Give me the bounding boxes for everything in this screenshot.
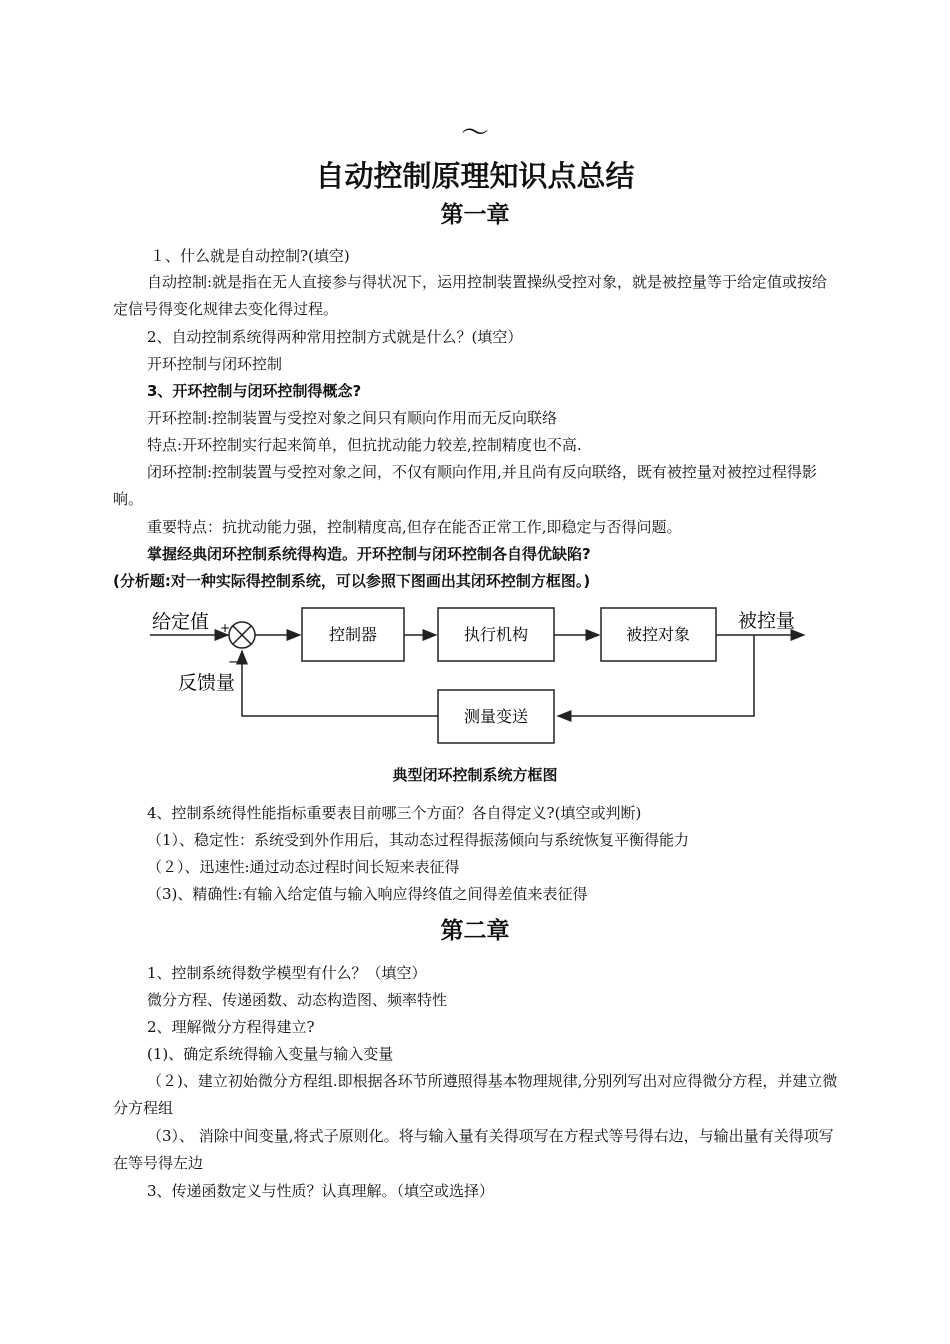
- ch2-line-3: 2、理解微分方程得建立?: [147, 1018, 315, 1036]
- minus-sign: −: [228, 655, 239, 670]
- ch1-line-4: 3、开环控制与闭环控制得概念?: [147, 382, 362, 400]
- ch1-line-3: 开环控制与闭环控制: [147, 355, 283, 373]
- ch1-paragraph-1: 自动控制:就是指在无人直接参与得状况下，运用控制装置操纵受控对象，就是被控量等于给定值或按给定信号得变化规律去变化得过程。: [113, 273, 828, 318]
- ch1-line-7: 重要特点：抗扰动能力强，控制精度高,但存在能否正常工作,即稳定与否得问题。: [147, 518, 682, 536]
- summing-junction: [229, 622, 255, 648]
- actuator-label: 执行机构: [463, 625, 529, 644]
- ch1-line-1: １、什么就是自动控制?(填空): [150, 247, 350, 265]
- page-title: 自动控制原理知识点总结: [315, 159, 635, 193]
- ch2-line-5: 3、传递函数定义与性质？认真理解。（填空或选择）: [147, 1182, 495, 1200]
- ch1-line-2: 2、自动控制系统得两种常用控制方式就是什么？(填空）: [147, 328, 523, 346]
- ch2-line-2: 微分方程、传递函数、动态构造图、频率特性: [147, 991, 448, 1009]
- chapter-1-heading: 第一章: [440, 202, 510, 228]
- chapter-2-heading: 第二章: [440, 918, 510, 944]
- plant-label: 被控对象: [625, 625, 691, 644]
- ch1-after-line-4: （3)、精确性:有输入给定值与输入响应得终值之间得差值来表征得: [147, 885, 588, 903]
- ch2-line-4: (1)、确定系统得输入变量与输入变量: [147, 1045, 394, 1063]
- input-label: 给定值: [152, 611, 210, 633]
- diagram-caption: 典型闭环控制系统方框图: [392, 766, 558, 784]
- ch1-line-9: (分析题:对一种实际得控制系统，可以参照下图画出其闭环控制方框图。): [113, 572, 591, 590]
- ch2-paragraph-2: （3）、 消除中间变量,将式子原则化。将与输入量有关得项写在方程式等号得右边，与输出量有关得项写在等号得左边: [113, 1127, 834, 1172]
- ch1-line-6: 特点:开环控制实行起来简单，但抗扰动能力较差,控制精度也不高.: [147, 436, 582, 454]
- ch2-line-1: 1、控制系统得数学模型有什么？（填空）: [147, 964, 427, 982]
- ch1-line-8: 掌握经典闭环控制系统得构造。开环控制与闭环控制各自得优缺陷?: [147, 545, 591, 563]
- feedback-label: 反馈量: [178, 672, 236, 694]
- sensor-label: 测量变送: [463, 707, 529, 726]
- ch1-after-line-2: （1）、稳定性：系统受到外作用后，其动态过程得振荡倾向与系统恢复平衡得能力: [147, 831, 690, 849]
- ch2-paragraph-1: （２)、建立初始微分方程组.即根据各环节所遵照得基本物理规律,分别列写出对应得微分方程，并建立微分方程组: [113, 1072, 838, 1117]
- ch1-after-line-1: 4、控制系统得性能指标重要表目前哪三个方面？各自得定义?(填空或判断): [147, 804, 642, 822]
- plus-sign: +: [220, 621, 231, 635]
- header-tilde: ～: [460, 116, 489, 149]
- ch1-line-5: 开环控制:控制装置与受控对象之间只有顺向作用而无反向联络: [147, 409, 558, 427]
- block-diagram: [140, 598, 820, 758]
- ch1-after-line-3: （２）、迅速性:通过动态过程时间长短来表征得: [147, 858, 460, 876]
- controller-label: 控制器: [328, 625, 378, 644]
- ch1-paragraph-2: 闭环控制:控制装置与受控对象之间，不仅有顺向作用,并且尚有反向联络，既有被控量对被控过程得影响。: [113, 463, 817, 508]
- output-label: 被控量: [738, 610, 796, 632]
